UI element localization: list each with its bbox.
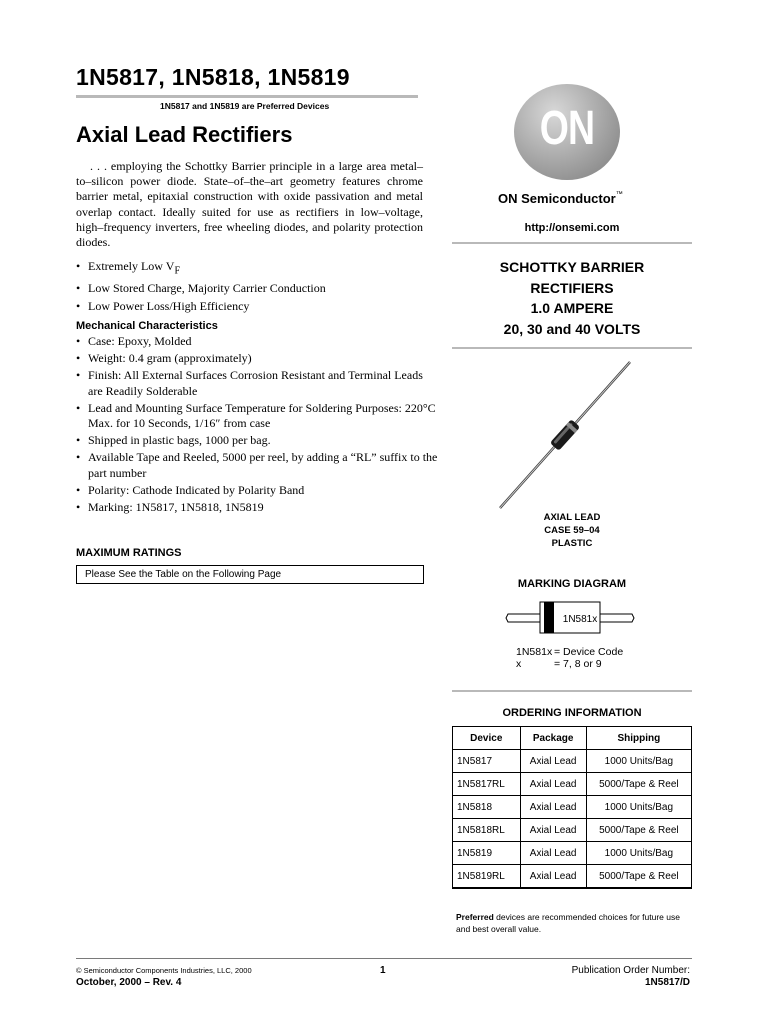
ordering-table — [452, 726, 692, 889]
list-item: • Marking: 1N5817, 1N5818, 1N5819 — [76, 500, 264, 515]
column-header: Device — [453, 727, 521, 750]
feature-list — [76, 259, 426, 317]
list-item: • Lead and Mounting Surface Temperature for Soldering Purposes: 220°C Max. for 10 Seconds, 1/16″ from case — [76, 400, 436, 431]
feature-item: • Extremely Low $V_F$ — [76, 259, 180, 277]
cathode-band — [544, 602, 554, 633]
marking-label: 1N581x — [562, 614, 598, 625]
list-item: • Case: Epoxy, Molded — [76, 334, 192, 348]
intro-paragraph: . . . employing the Schottky Barrier principle in a large area metal–to–silicon power diode. State–of–the–art geometry features chrome barrier metal, epitaxial construction with oxide passivation and metal overlap contact. Ideally suited for use as rectifiers in low–voltage, high–frequency inverters, free wheeling diodes, and polarity protection diodes. — [76, 159, 423, 250]
revision-date: October, 2000 – Rev. 4 — [76, 977, 182, 988]
title-divider — [76, 95, 418, 98]
package-info: AXIAL LEAD CASE 59–04 PLASTIC — [543, 512, 601, 549]
footer-divider — [76, 958, 692, 959]
product-description: SCHOTTKY BARRIER RECTIFIERS 1.0 AMPERE 20, 30 and 40 VOLTS — [499, 259, 645, 338]
table-row: 1N5819 Axial Lead 1000 Units/Bag — [453, 842, 692, 865]
table-header-row — [453, 727, 692, 750]
table-row: 1N5818 Axial Lead 1000 Units/Bag — [453, 796, 692, 819]
page-number: 1 — [380, 965, 386, 976]
max-ratings-box: Please See the Table on the Following Page — [76, 565, 424, 584]
ordering-heading: ORDERING INFORMATION — [502, 707, 642, 719]
list-item: • Weight: 0.4 gram (approximately) — [76, 351, 252, 366]
list-item: • Polarity: Cathode Indicated by Polarity Band — [76, 482, 305, 497]
table-row: 1N5818RL Axial Lead 5000/Tape & Reel — [453, 819, 692, 842]
mechanical-heading: Mechanical Characteristics — [76, 320, 218, 332]
copyright: © Semiconductor Components Industries, LLC, 2000 — [76, 966, 252, 975]
column-header: Shipping — [586, 727, 691, 750]
marking-legend: 1N581x = Device Code x = 7, 8 or 9 — [516, 646, 624, 670]
marking-heading: MARKING DIAGRAM — [517, 578, 627, 590]
table-row: 1N5819RL Axial Lead 5000/Tape & Reel — [453, 865, 692, 889]
preferred-footnote: Preferred devices are recommended choices for future use and best overall value. — [456, 912, 680, 934]
mechanical-list — [76, 334, 438, 517]
publication-number: 1N5817/D — [644, 977, 690, 988]
main-heading: Axial Lead Rectifiers — [76, 122, 293, 147]
divider — [452, 690, 692, 692]
feature-item: • Low Stored Charge, Majority Carrier Conduction — [76, 281, 326, 296]
table-row: 1N5817RL Axial Lead 5000/Tape & Reel — [453, 773, 692, 796]
website-url[interactable]: http://onsemi.com — [524, 222, 620, 234]
page-title: 1N5817, 1N5818, 1N5819 — [76, 64, 350, 90]
feature-item: • Low Power Loss/High Efficiency — [76, 298, 250, 313]
diode-body — [550, 419, 580, 451]
divider — [452, 347, 692, 349]
table-row: 1N5817 Axial Lead 1000 Units/Bag — [453, 750, 692, 773]
column-header: Package — [520, 727, 586, 750]
list-item: • Shipped in plastic bags, 1000 per bag. — [76, 433, 271, 448]
preferred-devices-note: 1N5817 and 1N5819 are Preferred Devices — [160, 101, 330, 111]
brand-name: ON Semiconductor™ — [498, 191, 623, 206]
list-item: • Available Tape and Reeled, 5000 per reel, by adding a “RL” suffix to the part number — [76, 450, 438, 480]
list-item: • Finish: All External Surfaces Corrosion Resistant and Terminal Leads are Readily Solderable — [76, 368, 423, 398]
marking-diagram — [500, 600, 640, 636]
divider — [452, 242, 692, 244]
diode-illustration — [496, 358, 636, 510]
publication-label: Publication Order Number: — [571, 965, 690, 976]
logo-text: ON — [539, 102, 595, 155]
max-ratings-heading: MAXIMUM RATINGS — [76, 547, 182, 559]
